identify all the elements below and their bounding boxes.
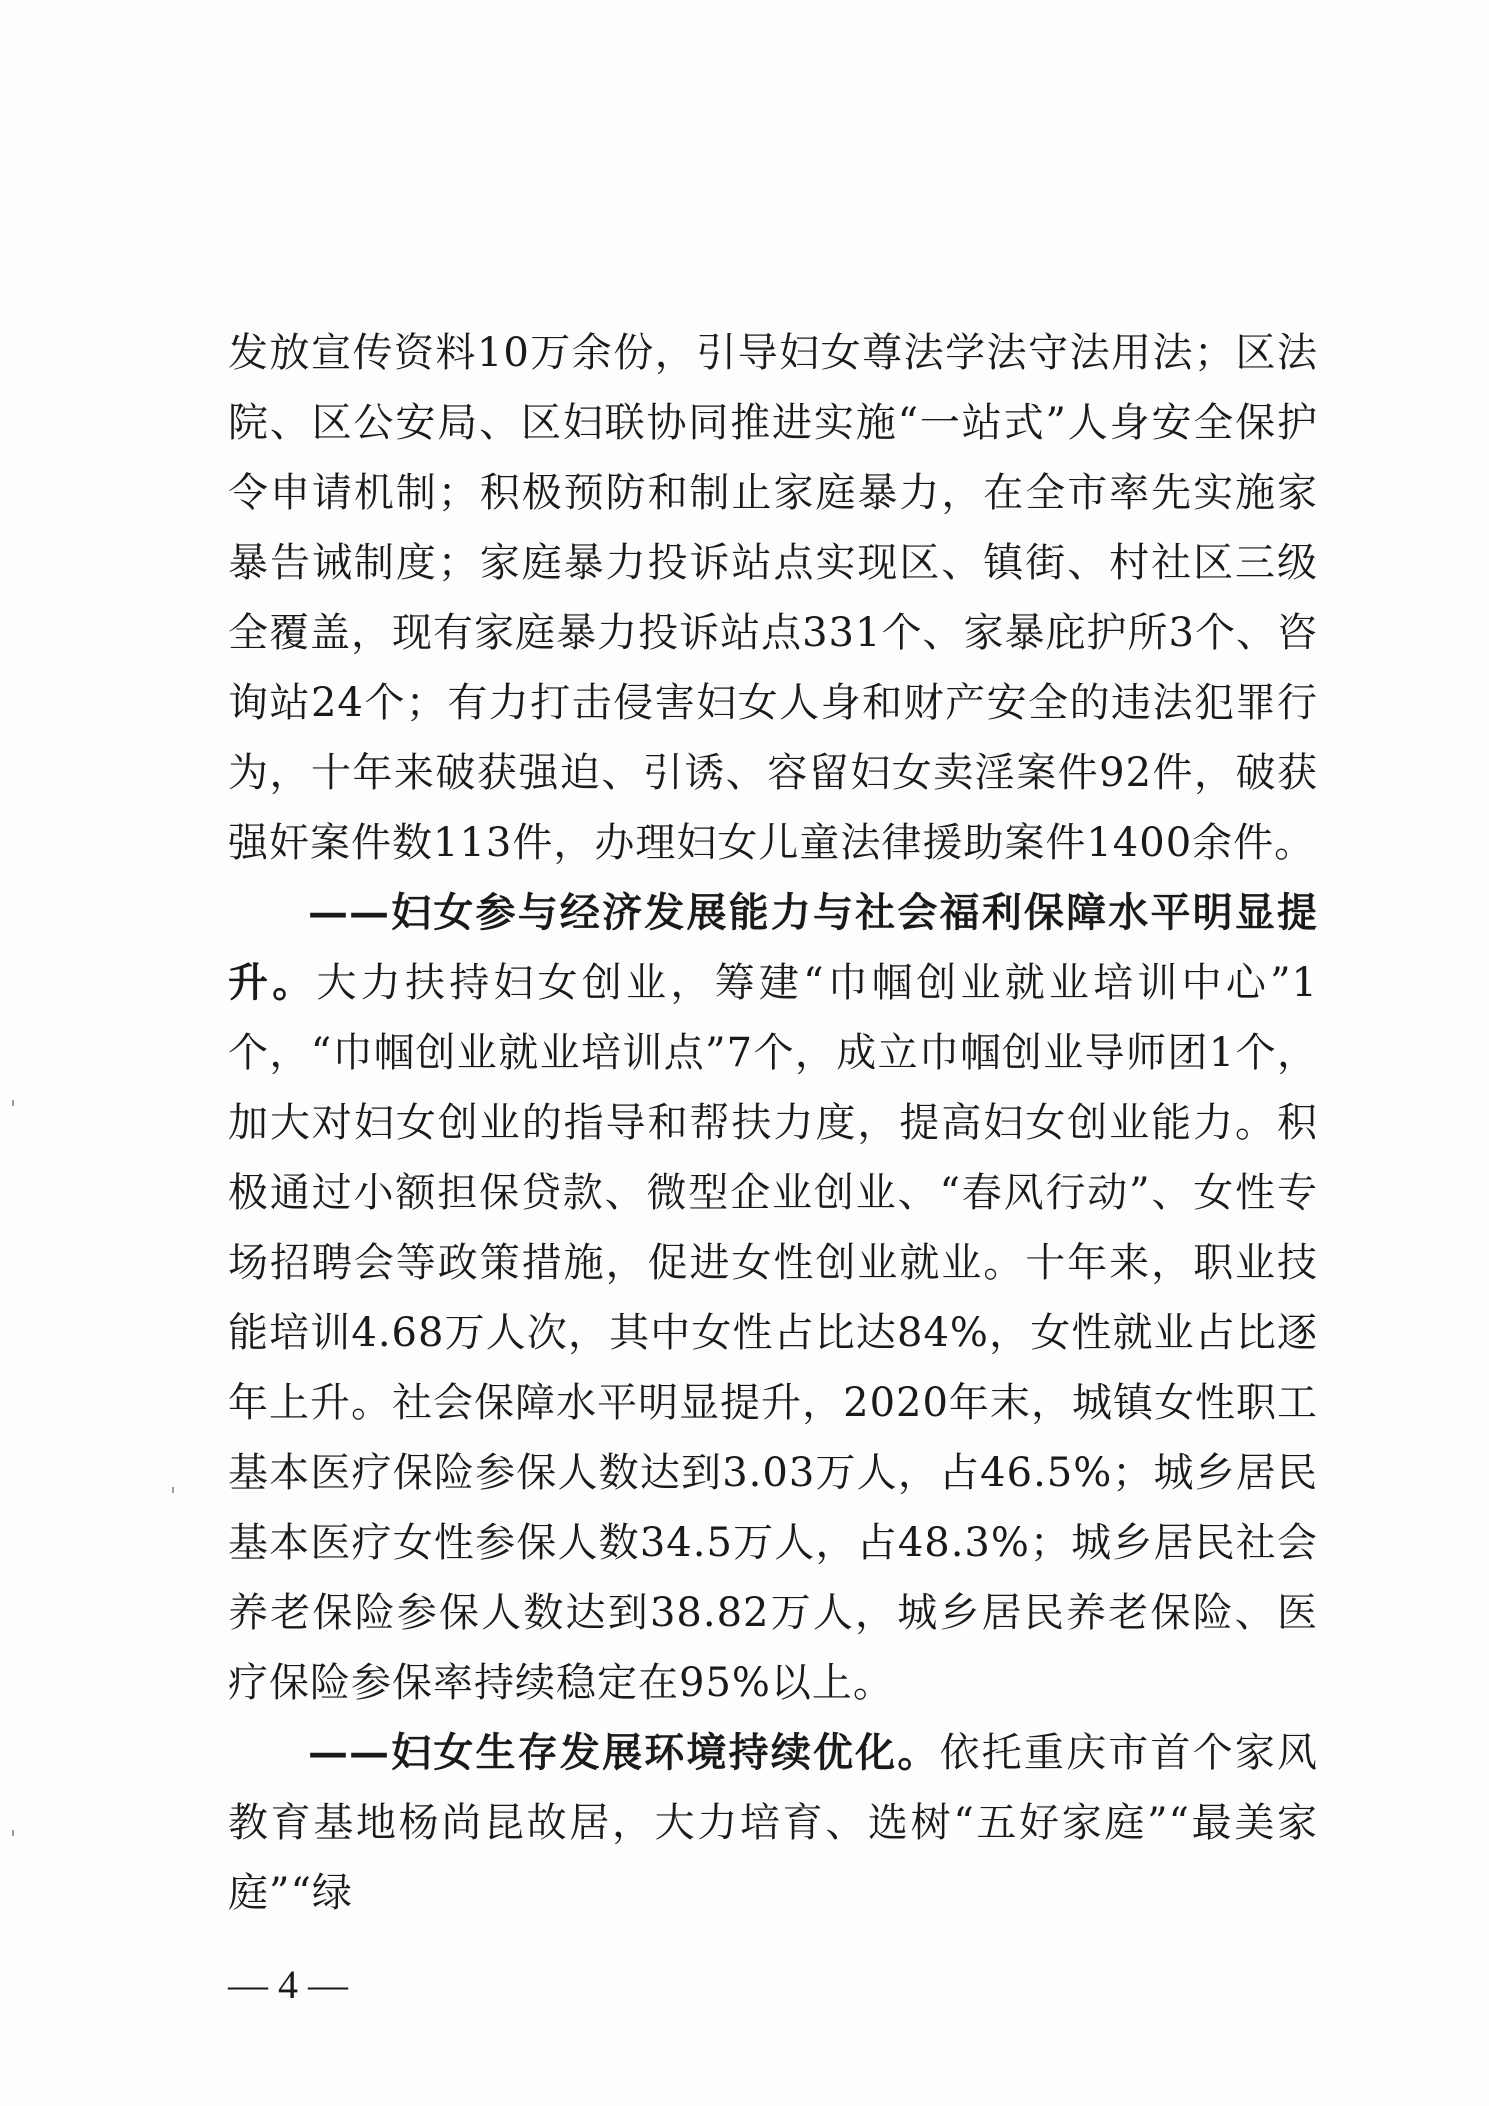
page-number: — 4 —	[228, 1962, 348, 2007]
section-body-economic: 大力扶持妇女创业，筹建“巾帼创业就业培训中心”1个，“巾帼创业就业培训点”7个，成立巾帼创业导师团1个，加大对妇女创业的指导和帮扶力度，提高妇女创业能力。积极通过小额担保贷款、微型企业创业、“春风行动”、女性专场招聘会等政策措施，促进女性创业就业。十年来，职业技能培训4.68万人次，其中女性占比达84%，女性就业占比逐年上升。社会保障水平明显提升，2020年末，城镇女性职工基本医疗保险参保人数达到3.03万人，占46.5%；城乡居民基本医疗女性参保人数34.5万人，占48.3%；城乡居民社会养老保险参保人数达到38.82万人，城乡居民养老保险、医疗保险参保率持续稳定在95%以上。	[228, 960, 1319, 1706]
paragraph-living-environment	[228, 1718, 1318, 1928]
paragraph-economic-participation	[228, 878, 1318, 1718]
document-body	[228, 318, 1318, 1928]
section-heading-economic: ——妇女参与经济发展能力与社会福利保障水平明显提升。	[228, 889, 1318, 1006]
scan-speck	[172, 1487, 174, 1493]
section-body-environment: 依托重庆市首个家风教育基地杨尚昆故居，大力培育、选树“五好家庭”“最美家庭”“绿	[228, 1730, 1319, 1916]
section-heading-environment: ——妇女生存发展环境持续优化。	[308, 1729, 940, 1776]
paragraph-legal-protection: 发放宣传资料10万余份，引导妇女尊法学法守法用法；区法院、区公安局、区妇联协同推进实施“一站式”人身安全保护令申请机制；积极预防和制止家庭暴力，在全市率先实施家暴告诫制度；家庭暴力投诉站点实现区、镇街、村社区三级全覆盖，现有家庭暴力投诉站点331个、家暴庇护所3个、咨询站24个；有力打击侵害妇女人身和财产安全的违法犯罪行为，十年来破获强迫、引诱、容留妇女卖淫案件92件，破获强奸案件数113件，办理妇女儿童法律援助案件1400余件。	[228, 330, 1318, 866]
scan-speck	[12, 1830, 14, 1836]
scan-speck	[12, 1100, 14, 1106]
